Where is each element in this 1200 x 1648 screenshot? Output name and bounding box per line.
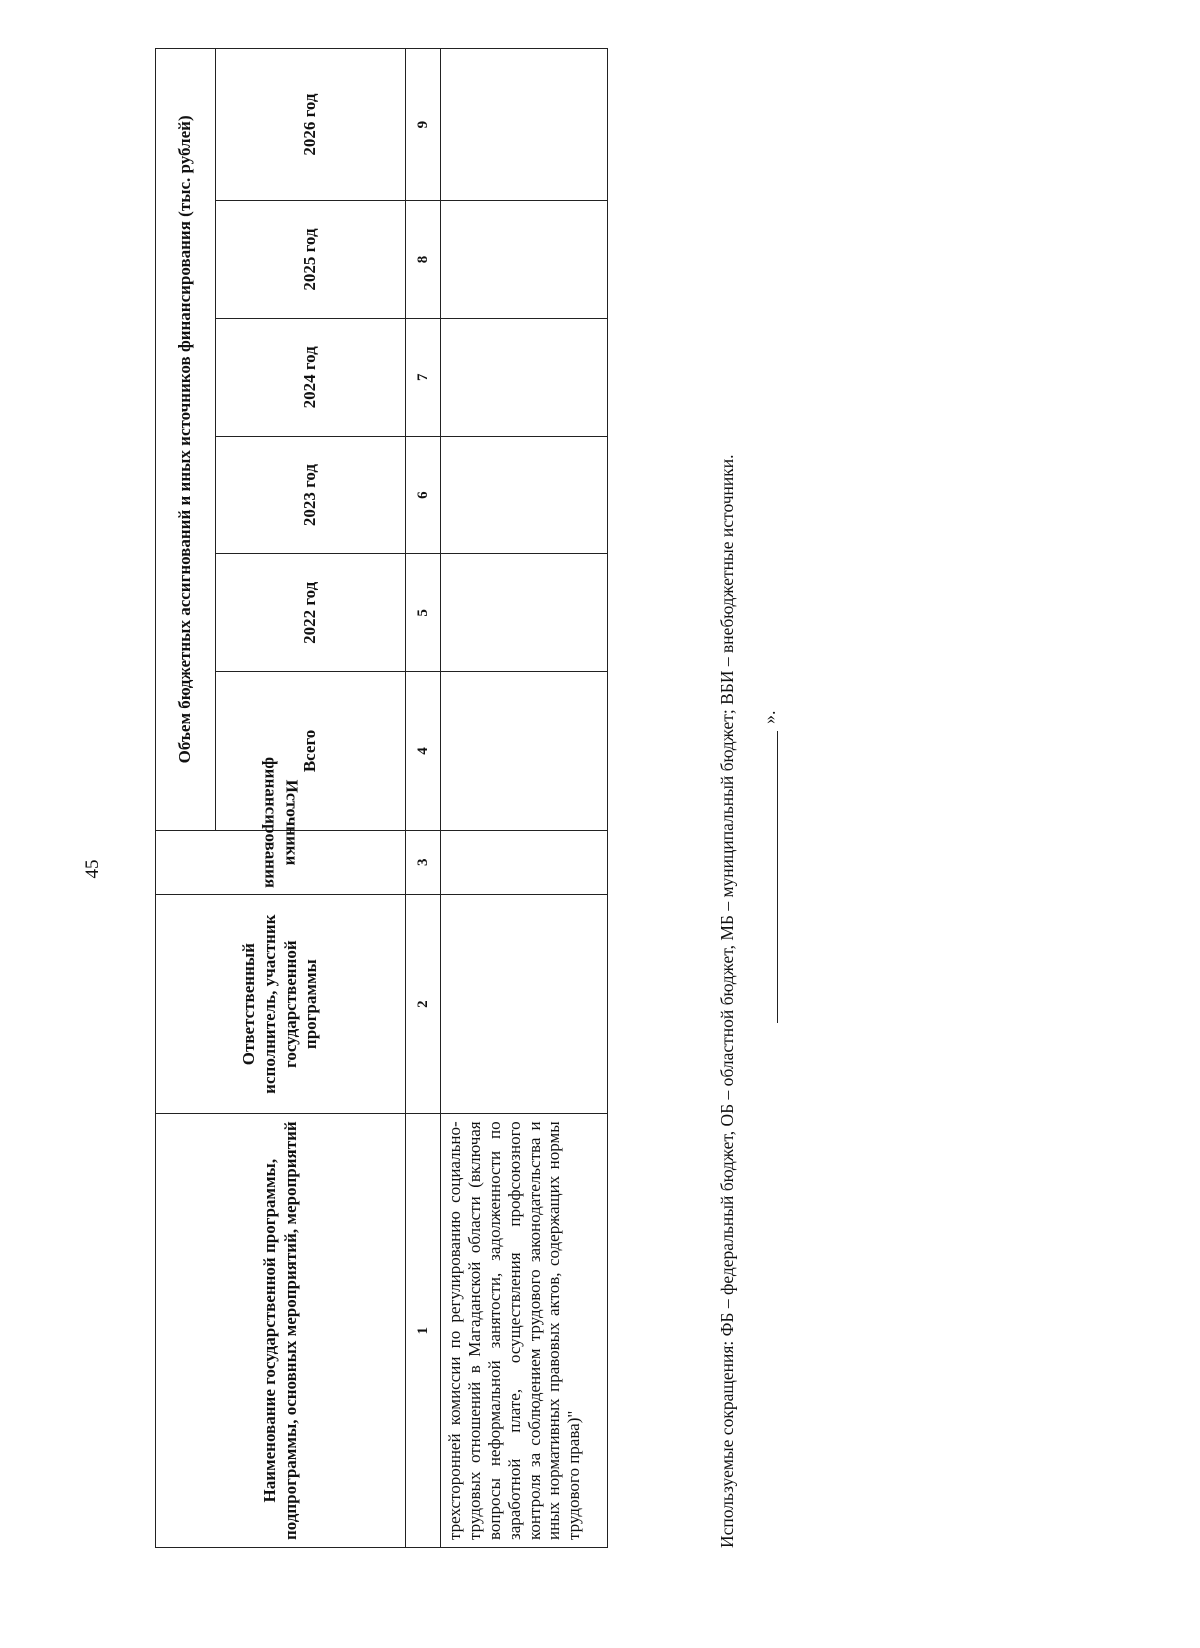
- row-source: [441, 830, 608, 894]
- row-value-2022: [441, 554, 608, 672]
- column-number: 2: [406, 894, 441, 1113]
- header-total: Всего: [216, 672, 406, 830]
- row-value-total: [441, 672, 608, 830]
- header-funding-source-label: Источники финансирования: [261, 756, 302, 888]
- header-program-name: Наименование государственной программы, подпрограммы, основных мероприятий, мероприятий: [156, 1114, 406, 1548]
- rotated-page-content: [155, 48, 795, 1548]
- financing-table: [155, 48, 608, 1548]
- row-value-2026: [441, 49, 608, 201]
- row-executor: [441, 894, 608, 1113]
- column-number: 7: [406, 318, 441, 436]
- row-program-name: трехсторонней комиссии по регулированию социально-трудовых отношений в Магаданской области (включая вопросы неформальной занятости, задолженности по заработной плате, осуществления профсоюзного контроля за соблюдением трудового законодательства и иных нормативных правовых актов, содержащих нормы трудового права)": [441, 1114, 608, 1548]
- column-number: 8: [406, 201, 441, 319]
- header-year-2024: 2024 год: [216, 318, 406, 436]
- end-rule: [777, 731, 778, 1023]
- header-funding-source: [156, 756, 406, 894]
- column-number: 1: [406, 1114, 441, 1548]
- row-value-2025: [441, 201, 608, 319]
- column-numbers-row: [406, 49, 441, 1548]
- row-value-2023: [441, 436, 608, 554]
- abbreviations-footnote: Используемые сокращения: ФБ – федеральный бюджет, ОБ – областной бюджет, МБ – муниципальный бюджет; ВБИ – внебюджетные источники.: [717, 454, 737, 1548]
- column-number: 6: [406, 436, 441, 554]
- header-year-2025: 2025 год: [216, 201, 406, 319]
- header-year-2022: 2022 год: [216, 554, 406, 672]
- header-executor: Ответственный исполнитель, участник государственной программы: [156, 894, 406, 1113]
- page-number: 45: [82, 859, 103, 879]
- table-row: [441, 49, 608, 1548]
- column-number: 4: [406, 672, 441, 830]
- column-number: 5: [406, 554, 441, 672]
- column-number: 3: [406, 830, 441, 894]
- row-value-2024: [441, 318, 608, 436]
- header-funding-group: Объем бюджетных ассигнований и иных источников финансирования (тыс. рублей): [156, 49, 216, 831]
- header-year-2026: 2026 год: [216, 49, 406, 201]
- closing-quote-mark: ».: [759, 710, 779, 724]
- column-number: 9: [406, 49, 441, 201]
- header-year-2023: 2023 год: [216, 436, 406, 554]
